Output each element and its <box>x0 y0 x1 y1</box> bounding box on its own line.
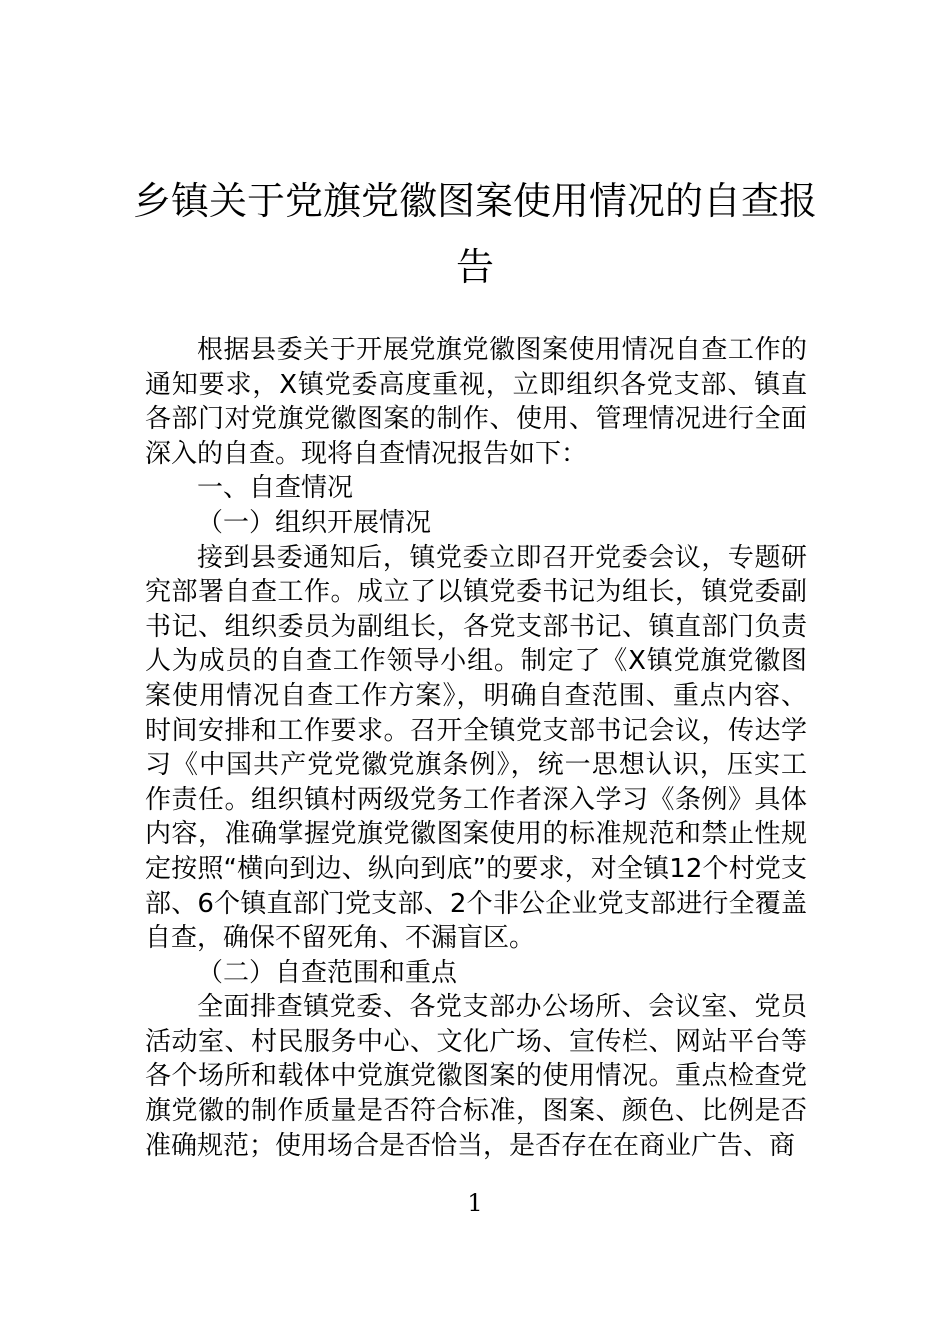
document-title: 乡镇关于党旗党徽图案使用情况的自查报告 <box>132 179 817 289</box>
paragraph-scope: 全面排查镇党委、各党支部办公场所、会议室、党员活动室、村民服务中心、文化广场、宣传栏、网站平台等各个场所和载体中党旗党徽图案的使用情况。重点检查党旗党徽的制作质量是否符合标准，图案、颜色、比例是否准确规范；使用场合是否恰当，是否存在在商业广告、商 <box>145 992 807 1161</box>
document-body <box>145 333 807 1163</box>
paragraph-intro: 根据县委关于开展党旗党徽图案使用情况自查工作的通知要求，X镇党委高度重视，立即组织各党支部、镇直各部门对党旗党徽图案的制作、使用、管理情况进行全面深入的自查。现将自查情况报告如下： <box>145 335 807 469</box>
subsection-heading-2: （二）自查范围和重点 <box>197 957 458 988</box>
subsection-heading-1: （一）组织开展情况 <box>197 507 432 538</box>
paragraph-organization: 接到县委通知后，镇党委立即召开党委会议，专题研究部署自查工作。成立了以镇党委书记为组长，镇党委副书记、组织委员为副组长，各党支部书记、镇直部门负责人为成员的自查工作领导小组。制定了《X镇党旗党徽图案使用情况自查工作方案》，明确自查范围、重点内容、时间安排和工作要求。召开全镇党支部书记会议，传达学习《中国共产党党徽党旗条例》，统一思想认识，压实工作责任。组织镇村两级党务工作者深入学习《条例》具体内容，准确掌握党旗党徽图案使用的标准规范和禁止性规定按照“横向到边、纵向到底”的要求，对全镇12个村党支部、6个镇直部门党支部、2个非公企业党支部进行全覆盖自查，确保不留死角、不漏盲区。 <box>145 542 807 954</box>
page-number: 1 <box>467 1189 483 1217</box>
section-heading-1: 一、自查情况 <box>197 473 354 504</box>
